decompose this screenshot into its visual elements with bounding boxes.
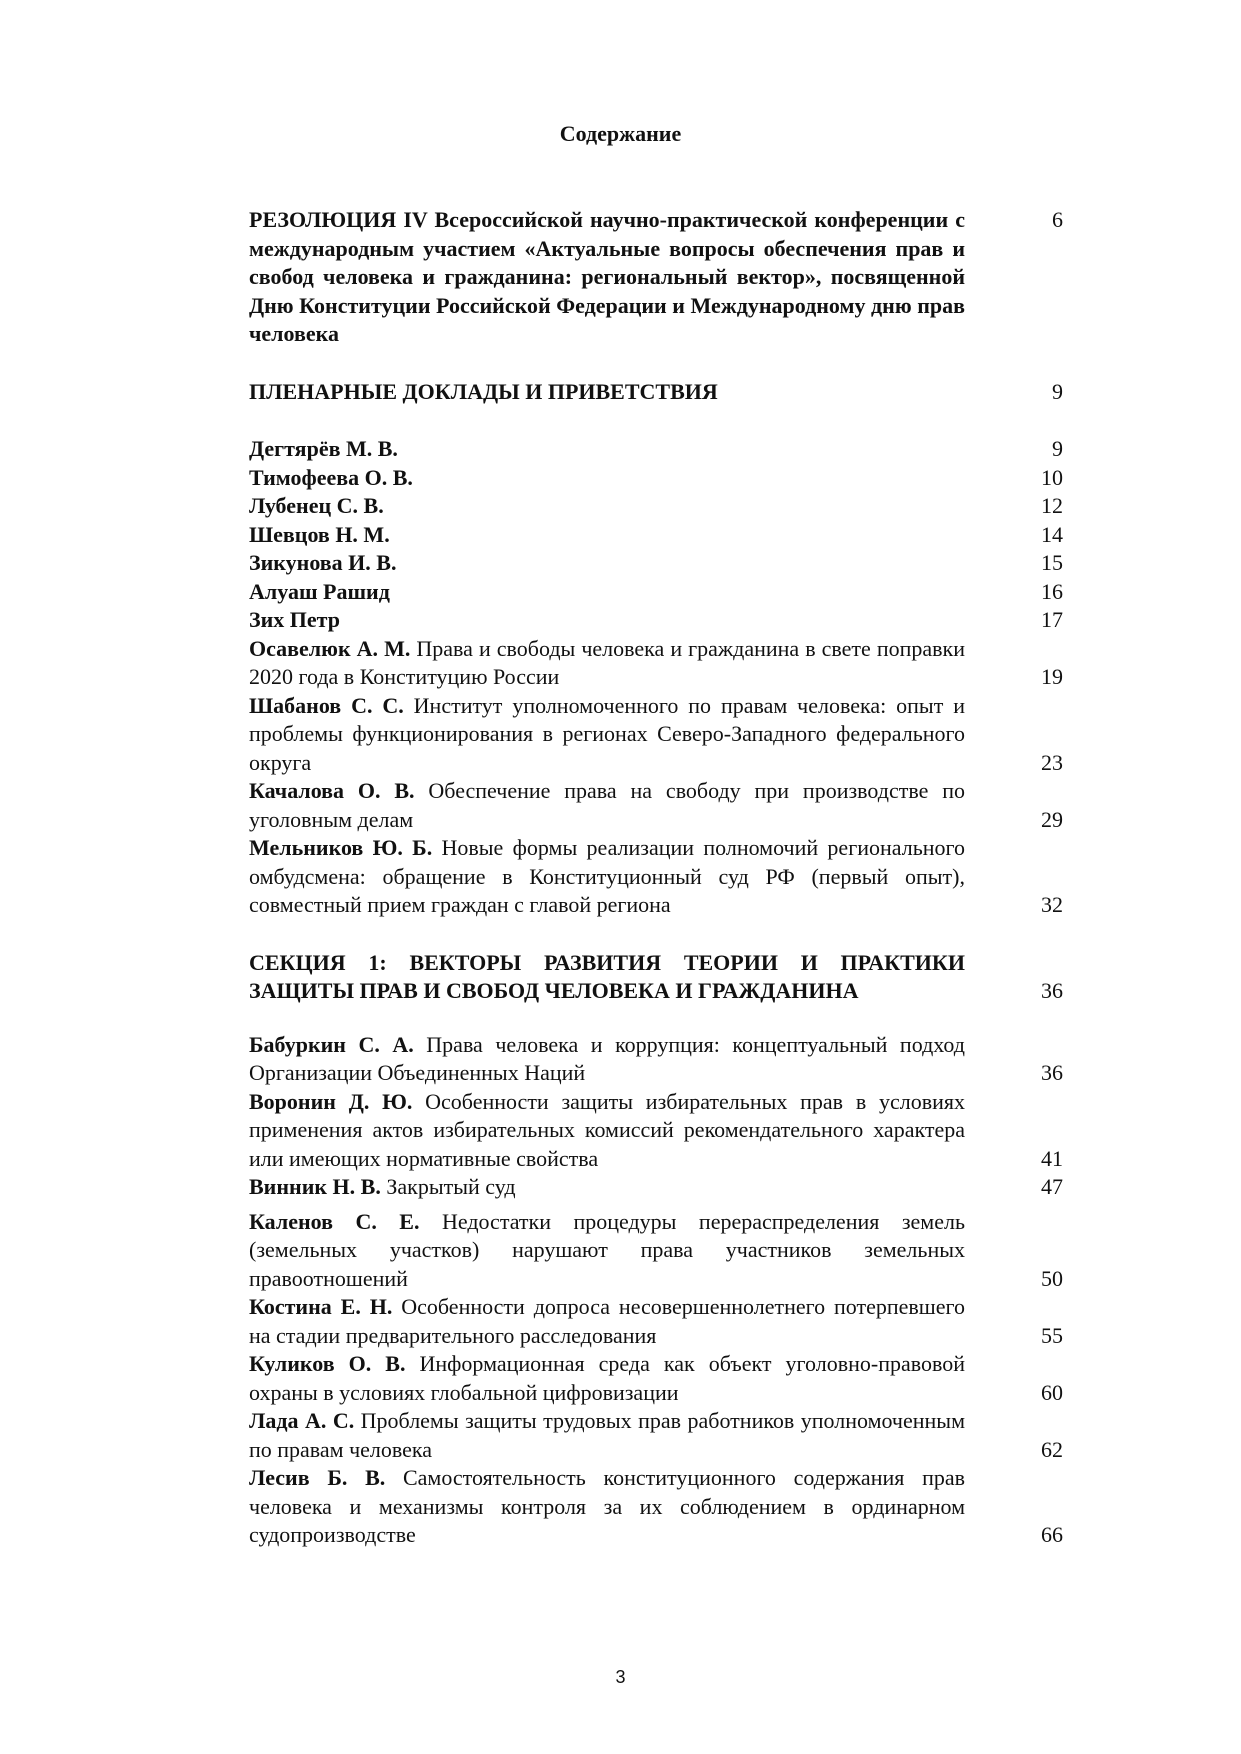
toc-entry-resolution[interactable] bbox=[249, 206, 1063, 349]
toc-entry[interactable] bbox=[249, 692, 1063, 778]
toc-entry-page: 9 bbox=[1052, 378, 1063, 404]
toc-entry-page: 66 bbox=[1041, 1522, 1063, 1547]
toc-entry-title: Права и свободы человека и гражданина в свете поправки 2020 года в Конституцию России bbox=[249, 635, 966, 689]
toc-entry-title: Недостатки процедуры перераспределения земель (земельных участков) нарушают права участников земельных правоотношений bbox=[249, 1208, 965, 1291]
toc-section-plenary[interactable] bbox=[249, 378, 1063, 407]
toc-group-plenary bbox=[249, 435, 1063, 920]
toc-entry-page: 32 bbox=[1041, 892, 1063, 917]
toc-entry-title: Проблемы защиты трудовых прав работников уполномоченным по правам человека bbox=[249, 1408, 965, 1462]
toc-section-1[interactable] bbox=[249, 949, 1063, 1006]
toc-entry[interactable] bbox=[249, 578, 1063, 607]
toc-entry[interactable] bbox=[249, 1293, 1063, 1350]
toc-entry-title: Институт уполномоченного по правам человека: опыт и проблемы функционирования в регионах Северо-Западного федерального округа bbox=[249, 692, 965, 775]
toc-entry-page: 10 bbox=[1041, 464, 1063, 490]
toc-entry[interactable] bbox=[249, 1173, 1063, 1202]
toc-entry-author: Шевцов Н. М. bbox=[249, 521, 390, 547]
toc-entry-author: Лада А. С. bbox=[249, 1408, 355, 1433]
toc-entry-author: Воронин Д. Ю. bbox=[249, 1088, 413, 1114]
toc-heading: Содержание bbox=[559, 121, 682, 146]
toc-entry[interactable] bbox=[249, 834, 1063, 920]
toc-entry-page: 23 bbox=[1041, 749, 1063, 775]
toc-entry[interactable] bbox=[249, 492, 1063, 521]
toc-entry-author: Каленов С. Е. bbox=[249, 1208, 420, 1234]
toc-entry-author: Мельников Ю. Б. bbox=[249, 835, 433, 860]
toc-entry[interactable] bbox=[249, 549, 1063, 578]
toc-entry-author: Костина Е. Н. bbox=[249, 1294, 393, 1319]
toc-entry-title: Новые формы реализации полномочий регионального омбудсмена: обращение в Конституционный суд РФ (первый опыт), совместный прием граждан с главой региона bbox=[249, 835, 965, 917]
toc-entry[interactable] bbox=[249, 1208, 1063, 1294]
toc-entry[interactable] bbox=[249, 777, 1063, 834]
toc-entry-page: 62 bbox=[1041, 1436, 1063, 1462]
toc-entry-author: Куликов О. В. bbox=[249, 1351, 406, 1376]
toc-entry[interactable] bbox=[249, 1031, 1063, 1088]
toc-entry-page: 19 bbox=[1041, 664, 1063, 689]
toc-entry-page: 55 bbox=[1041, 1322, 1063, 1348]
toc-entry-title: Самостоятельность конституционного содержания прав человека и механизмы контроля за их соблюдением в ординарном судопроизводстве bbox=[249, 1465, 965, 1547]
toc-entry-author: Лубенец С. В. bbox=[249, 493, 384, 518]
toc-entry-author: Осавелюк А. М. bbox=[249, 635, 411, 661]
toc-entry-title: Особенности защиты избирательных прав в условиях применения актов избирательных комиссий рекомендательного характера или имеющих нормативные свойства bbox=[249, 1088, 965, 1171]
toc-entry[interactable] bbox=[249, 1464, 1063, 1550]
toc-entry-title: Права человека и коррупция: концептуальный подход Организации Объединенных Наций bbox=[249, 1031, 965, 1085]
toc-entry-title: ПЛЕНАРНЫЕ ДОКЛАДЫ И ПРИВЕТСТВИЯ bbox=[249, 378, 718, 404]
toc-entry[interactable] bbox=[249, 635, 1063, 692]
toc-entry-title: РЕЗОЛЮЦИЯ IV Всероссийской научно-практической конференции с международным участием «Актуальные вопросы обеспечения прав и свобод человека и гражданина: региональный вектор», посвященной Дню Конституции Российской Федерации и Международному дню прав человека bbox=[249, 207, 965, 346]
toc-entry[interactable] bbox=[249, 606, 1063, 635]
toc-entry-page: 36 bbox=[1041, 1060, 1063, 1085]
toc-entry-author: Винник Н. В. bbox=[249, 1174, 381, 1199]
toc-entry-author: Зикунова И. В. bbox=[249, 550, 397, 575]
toc-entry-page: 15 bbox=[1041, 550, 1063, 575]
toc-entry-page: 6 bbox=[1052, 207, 1063, 232]
page-number: 3 bbox=[615, 1667, 626, 1687]
toc-entry[interactable] bbox=[249, 1407, 1063, 1464]
toc-entry-title: Обеспечение права на свободу при производстве по уголовным делам bbox=[249, 778, 966, 832]
toc-entry-page: 14 bbox=[1041, 521, 1063, 547]
toc-entry-page: 60 bbox=[1041, 1379, 1063, 1405]
toc-entry-page: 12 bbox=[1041, 493, 1063, 518]
toc-entry-page: 47 bbox=[1041, 1174, 1063, 1199]
toc-entry-title: Закрытый суд bbox=[380, 1174, 516, 1199]
toc-entry-title: Информационная среда как объект уголовно-правовой охраны в условиях глобальной цифровизации bbox=[249, 1351, 965, 1405]
toc-entry-page: 36 bbox=[1041, 978, 1063, 1003]
toc-entry-page: 50 bbox=[1041, 1265, 1063, 1291]
toc-entry-author: Шабанов С. С. bbox=[249, 692, 404, 718]
toc-entry-author: Бабуркин С. А. bbox=[249, 1031, 414, 1057]
toc-entry-page: 9 bbox=[1052, 436, 1063, 461]
toc-entry-author: Зих Петр bbox=[249, 607, 340, 632]
toc-entry-title: СЕКЦИЯ 1: ВЕКТОРЫ РАЗВИТИЯ ТЕОРИИ И ПРАКТИКИ ЗАЩИТЫ ПРАВ И СВОБОД ЧЕЛОВЕКА И ГРАЖДАНИНА bbox=[249, 949, 965, 1003]
toc-entry-page: 17 bbox=[1041, 607, 1063, 632]
toc-entry-author: Лесив Б. В. bbox=[249, 1465, 386, 1490]
toc-entry-page: 41 bbox=[1041, 1145, 1063, 1171]
toc-group-section-1 bbox=[249, 1031, 1063, 1550]
toc-entry-title: Особенности допроса несовершеннолетнего потерпевшего на стадии предварительного расследования bbox=[249, 1294, 965, 1348]
toc-entry[interactable] bbox=[249, 464, 1063, 493]
toc-entry[interactable] bbox=[249, 435, 1063, 464]
toc-entry-author: Алуаш Рашид bbox=[249, 578, 390, 604]
toc-entry-page: 16 bbox=[1041, 578, 1063, 604]
toc-entry-page: 29 bbox=[1041, 806, 1063, 832]
toc-entry[interactable] bbox=[249, 521, 1063, 550]
toc-entry-author: Дегтярёв М. В. bbox=[249, 436, 398, 461]
toc-entry[interactable] bbox=[249, 1350, 1063, 1407]
toc-entry-author: Тимофеева О. В. bbox=[249, 464, 413, 490]
toc-entry[interactable] bbox=[249, 1088, 1063, 1174]
table-of-contents bbox=[249, 206, 1063, 1550]
toc-entry-author: Качалова О. В. bbox=[249, 778, 415, 803]
